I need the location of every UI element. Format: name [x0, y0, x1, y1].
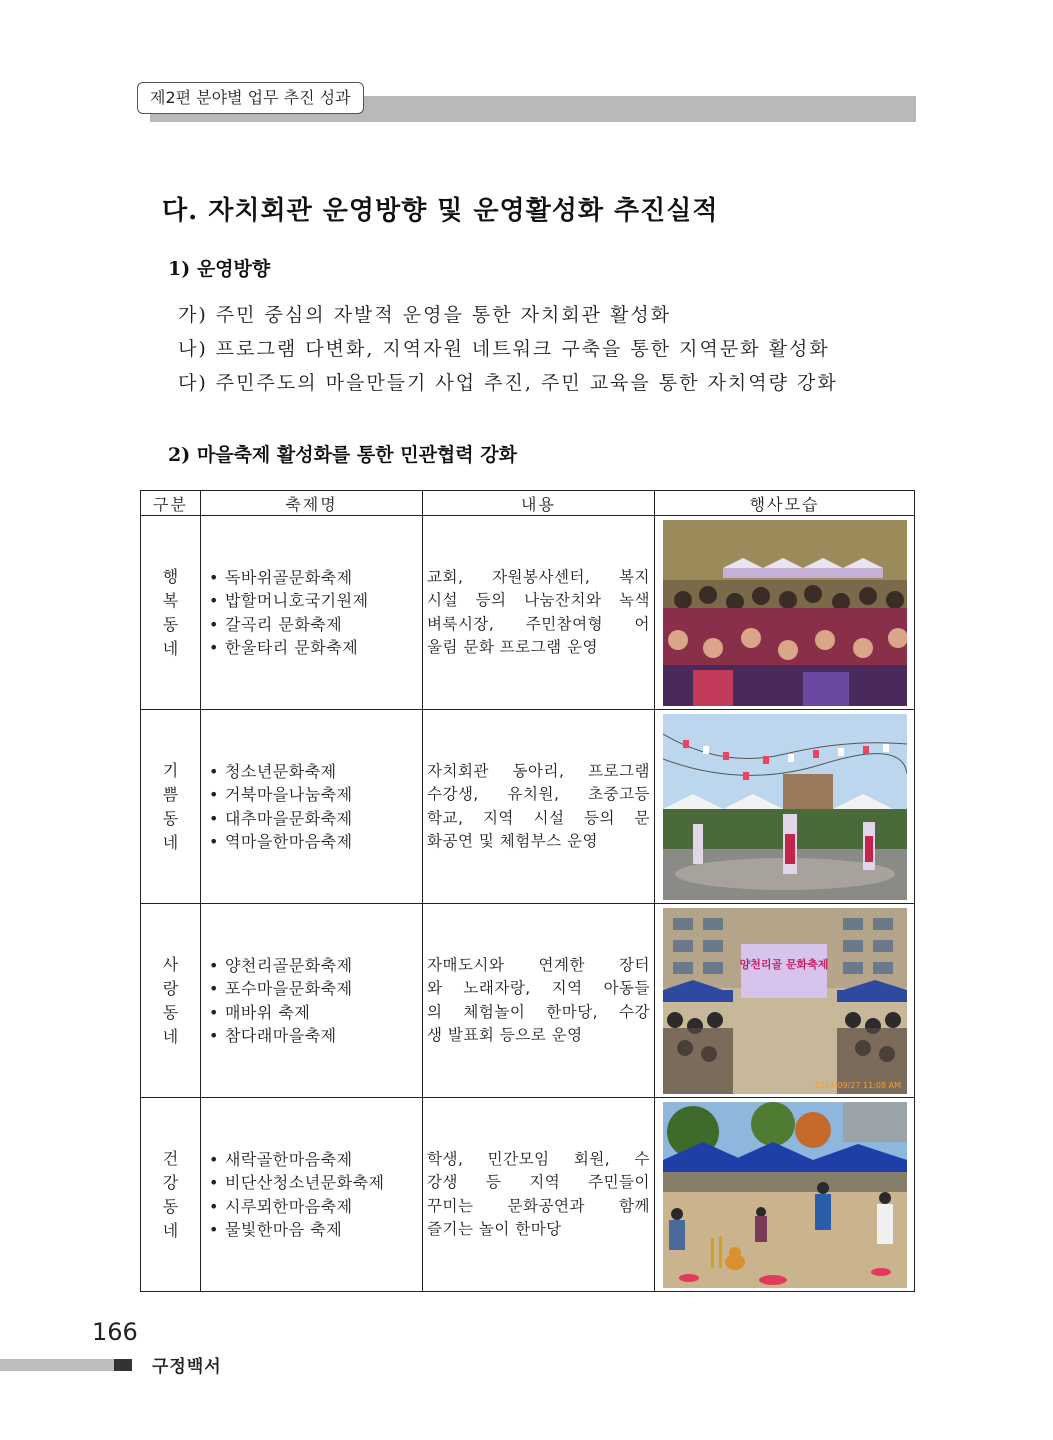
content-line: 학생, 민간모임 회원, 수	[427, 1149, 650, 1168]
festival-crowd-photo	[663, 520, 907, 706]
content-cell	[423, 710, 655, 904]
section-title: 다. 자치회관 운영방향 및 운영활성화 추진실적	[162, 196, 719, 226]
photo-cell	[655, 904, 915, 1098]
festival-name: • 참다래마을축제	[209, 1024, 422, 1048]
content-line: 강생 등 지역 주민들이	[427, 1173, 650, 1191]
column-header-content: 내용	[423, 491, 655, 516]
festival-name: • 시루뫼한마음축제	[209, 1195, 422, 1219]
chapter-tab: 제2편 분야별 업무 추진 성과	[137, 82, 364, 114]
photo-cell	[655, 710, 915, 904]
festival-name: • 거북마을나눔축제	[209, 783, 422, 807]
festival-name: • 비단산청소년문화축제	[209, 1171, 422, 1195]
dong-char: 행	[162, 566, 179, 586]
festival-stage-photo	[663, 908, 907, 1094]
table-header-row	[141, 491, 915, 516]
festival-name: • 물빛한마음 축제	[209, 1218, 422, 1242]
table-row	[141, 516, 915, 710]
column-header-category: 구분	[141, 491, 201, 516]
festival-cell	[201, 710, 423, 904]
photo-cell	[655, 516, 915, 710]
content-line: 생 발표회 등으로 운영	[427, 1026, 583, 1044]
festival-name: • 양천리골문화축제	[209, 954, 422, 978]
publication-label: 구정백서	[152, 1357, 222, 1377]
dong-cell	[141, 1098, 201, 1292]
dong-char: 기	[162, 760, 179, 780]
table-row	[141, 1098, 915, 1292]
content-line: 학교, 지역 시설 등의 문	[427, 808, 650, 827]
content-line: 와 노래자랑, 지역 아동들	[427, 979, 650, 997]
subsection-title-2: 2) 마을축제 활성화를 통한 민관협력 강화	[168, 444, 517, 466]
festival-name: • 갈곡리 문화축제	[209, 613, 422, 637]
column-header-photo: 행사모습	[655, 491, 915, 516]
dong-char: 사	[162, 954, 179, 974]
content-line: 교회, 자원봉사센터, 복지	[427, 567, 650, 586]
content-line: 꾸미는 문화공연과 함께	[427, 1196, 650, 1215]
footer-rule-block	[114, 1359, 132, 1371]
festival-dance-photo	[663, 714, 907, 900]
dong-char: 네	[162, 638, 179, 658]
dong-cell	[141, 516, 201, 710]
page-number: 166	[92, 1318, 138, 1346]
dong-char: 쁨	[162, 784, 179, 804]
subsection-title-1: 1) 운영방향	[168, 258, 271, 280]
dong-char: 건	[162, 1148, 179, 1168]
dong-char: 네	[162, 1026, 179, 1046]
dong-char: 동	[162, 1002, 179, 1022]
dong-cell	[141, 904, 201, 1098]
dong-char: 네	[162, 832, 179, 852]
dong-char: 동	[162, 614, 179, 634]
festival-cell	[201, 516, 423, 710]
photo-cell	[655, 1098, 915, 1292]
direction-list	[178, 298, 838, 400]
dong-char: 네	[162, 1220, 179, 1240]
festival-name: • 새락골한마음축제	[209, 1148, 422, 1172]
table-row	[141, 710, 915, 904]
festival-name: • 대추마을문화축제	[209, 807, 422, 831]
dong-char: 랑	[162, 978, 179, 998]
festival-name: • 밥할머니호국기원제	[209, 589, 422, 613]
festival-name: • 포수마을문화축제	[209, 977, 422, 1001]
festival-name: • 역마을한마음축제	[209, 830, 422, 854]
festival-name: • 독바위골문화축제	[209, 566, 422, 590]
dong-char: 복	[162, 590, 179, 610]
festival-cell	[201, 1098, 423, 1292]
table-row	[141, 904, 915, 1098]
festival-table	[140, 490, 915, 1292]
content-line: 시설 등의 나눔잔치와 녹색	[427, 591, 650, 609]
dong-char: 강	[162, 1172, 179, 1192]
direction-item: 다) 주민주도의 마을만들기 사업 추진, 주민 교육을 통한 자치역량 강화	[178, 372, 838, 394]
content-line: 수강생, 유치원, 초중고등	[427, 785, 650, 803]
festival-cell	[201, 904, 423, 1098]
footer-rule	[0, 1359, 114, 1371]
content-line: 즐기는 놀이 한마당	[427, 1220, 562, 1238]
column-header-festival: 축제명	[201, 491, 423, 516]
photo-timestamp: 2014/09/27 11:08 AM	[813, 1080, 901, 1090]
festival-name: • 한울타리 문화축제	[209, 636, 422, 660]
dong-char: 동	[162, 1196, 179, 1216]
content-line: 자치회관 동아리, 프로그램	[427, 761, 650, 780]
content-cell	[423, 904, 655, 1098]
festival-games-photo	[663, 1102, 907, 1288]
festival-name: • 매바위 축제	[209, 1001, 422, 1025]
content-line: 의 체험놀이 한마당, 수강	[427, 1002, 650, 1021]
content-cell	[423, 516, 655, 710]
dong-char: 동	[162, 808, 179, 828]
content-line: 화공연 및 체험부스 운영	[427, 832, 599, 850]
content-line: 자매도시와 연계한 장터	[427, 955, 650, 974]
direction-item: 나) 프로그램 다변화, 지역자원 네트워크 구축을 통한 지역문화 활성화	[178, 338, 830, 360]
content-line: 울림 문화 프로그램 운영	[427, 638, 599, 656]
direction-item: 가) 주민 중심의 자발적 운영을 통한 자치회관 활성화	[178, 304, 672, 326]
dong-cell	[141, 710, 201, 904]
stage-banner-text: 양천리골 문화축제	[739, 957, 828, 971]
festival-name: • 청소년문화축제	[209, 760, 422, 784]
content-cell	[423, 1098, 655, 1292]
content-line: 벼룩시장, 주민참여형 어	[427, 614, 650, 633]
